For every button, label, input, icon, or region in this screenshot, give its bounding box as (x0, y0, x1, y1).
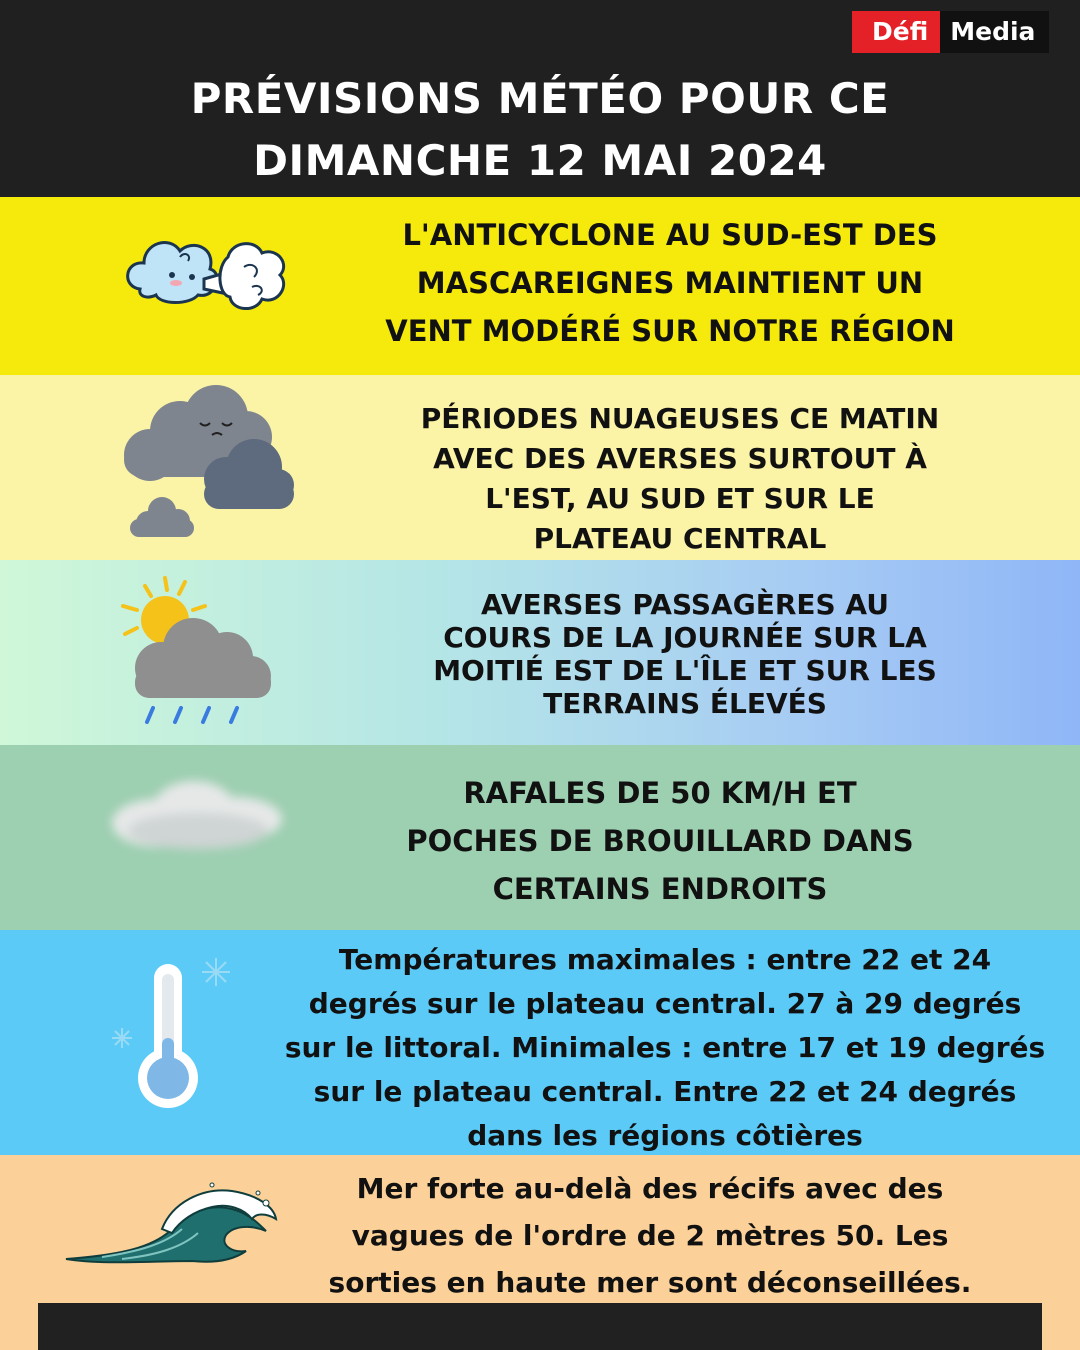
wind-cloud-icon (120, 217, 290, 327)
page-title (0, 68, 1080, 192)
title-line-1: PRÉVISIONS MÉTÉO POUR CE (190, 74, 890, 123)
wave-icon (62, 1173, 282, 1268)
section-clouds (0, 375, 1080, 560)
section-line: RAFALES DE 50 KM/H ET (463, 776, 857, 810)
section-line: MOITIÉ EST DE L'ÎLE ET SUR LES (433, 654, 937, 687)
section-line: sur le plateau central. Entre 22 et 24 degrés (313, 1075, 1017, 1108)
section-line: PÉRIODES NUAGEUSES CE MATIN (420, 402, 940, 435)
section-line: CERTAINS ENDROITS (492, 872, 828, 906)
section-text (300, 1165, 1000, 1306)
section-fog (0, 745, 1080, 930)
section-line: vagues de l'ordre de 2 mètres 50. Les (351, 1219, 949, 1252)
section-line: L'EST, AU SUD ET SUR LE (485, 482, 875, 515)
section-line: AVERSES PASSAGÈRES AU (481, 588, 889, 621)
section-sea (0, 1155, 1080, 1305)
section-line: sorties en haute mer sont déconseillées. (328, 1266, 972, 1299)
section-line: Températures maximales : entre 22 et 24 (338, 943, 992, 976)
section-line: degrés sur le plateau central. 27 à 29 degrés (308, 987, 1022, 1020)
thermometer-icon (100, 950, 250, 1120)
header (0, 0, 1080, 197)
section-line: dans les régions côtières (467, 1119, 863, 1152)
section-temperatures (0, 930, 1080, 1155)
clouds-icon (118, 383, 298, 543)
section-line: AVEC DES AVERSES SURTOUT À (433, 442, 927, 475)
section-line: Mer forte au-delà des récifs avec des (356, 1172, 944, 1205)
section-line: TERRAINS ÉLEVÉS (543, 687, 827, 720)
section-wind (0, 197, 1080, 375)
fog-cloud-icon (98, 763, 298, 863)
logo-defi: Défi (852, 11, 940, 53)
defi-media-logo[interactable] (852, 11, 1049, 53)
section-line: sur le littoral. Minimales : entre 17 et 19 degrés (284, 1031, 1046, 1064)
section-showers (0, 560, 1080, 745)
section-text (400, 588, 970, 720)
section-text (360, 769, 960, 913)
section-line: MASCAREIGNES MAINTIENT UN (416, 266, 924, 300)
sun-rain-cloud-icon (115, 572, 285, 732)
footer-bar (38, 1303, 1042, 1350)
section-line: VENT MODÉRÉ SUR NOTRE RÉGION (385, 314, 955, 348)
section-text (380, 399, 980, 559)
section-line: POCHES DE BROUILLARD DANS (406, 824, 914, 858)
section-line: PLATEAU CENTRAL (533, 522, 827, 555)
logo-media: Media (940, 11, 1049, 53)
section-text (270, 938, 1060, 1158)
title-line-2: DIMANCHE 12 MAI 2024 (253, 136, 827, 185)
section-text (360, 211, 980, 355)
section-line: COURS DE LA JOURNÉE SUR LA (443, 621, 927, 654)
section-line: L'ANTICYCLONE AU SUD-EST DES (402, 218, 938, 252)
